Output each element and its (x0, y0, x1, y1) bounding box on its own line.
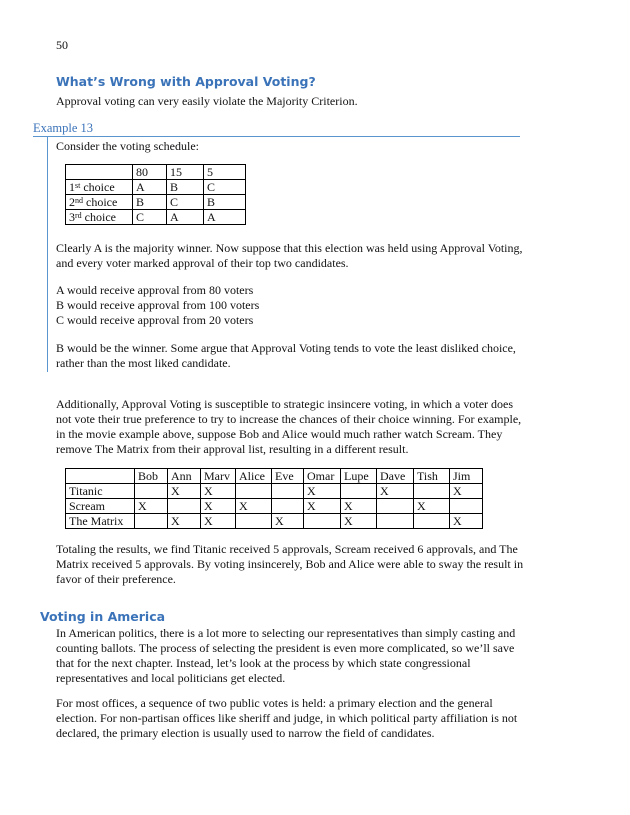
choice-rank-suffix: st (75, 181, 81, 190)
choice-rank-number: 3 (69, 210, 75, 224)
approval-mark-cell: X (377, 484, 414, 499)
example-lead: Consider the voting schedule: (56, 139, 199, 153)
approval-table (65, 468, 483, 529)
approval-line-a: A would receive approval from 80 voters (56, 283, 254, 297)
approval-row (66, 514, 483, 529)
approval-mark-cell: X (304, 499, 341, 514)
approval-mark-cell (168, 499, 201, 514)
page-number: 50 (56, 38, 68, 52)
approval-mark-cell: X (272, 514, 304, 529)
approval-header-row (66, 469, 483, 484)
approval-row (66, 499, 483, 514)
schedule-candidate-cell: A (167, 210, 204, 225)
schedule-candidate-cell: B (133, 195, 167, 210)
approval-mark-cell (135, 484, 168, 499)
schedule-candidate-cell: C (204, 180, 246, 195)
approval-mark-cell: X (201, 514, 236, 529)
voter-header-cell: Omar (304, 469, 341, 484)
schedule-candidate-cell: C (133, 210, 167, 225)
choice-rank-label: choice (80, 180, 115, 194)
voter-header-cell: Dave (377, 469, 414, 484)
voter-header-cell: Lupe (341, 469, 377, 484)
choice-rank-suffix: rd (75, 211, 82, 220)
voter-header-cell: Jim (450, 469, 483, 484)
approval-mark-cell (272, 499, 304, 514)
intro-paragraph: Approval voting can very easily violate the Majority Criterion. (56, 94, 358, 108)
approval-mark-cell (414, 484, 450, 499)
approval-line-c: C would receive approval from 20 voters (56, 313, 254, 327)
movie-name-cell: Scream (66, 499, 135, 514)
choice-rank-cell (66, 180, 133, 195)
choice-rank-suffix: nd (75, 196, 83, 205)
american-politics-paragraph: In American politics, there is a lot more to selecting our representatives than simply casting and counting ballots. The process of selecting the president is even more complicated, so we’ll save that for the next chapter. Instead, let’s look at the process by which state congressional representatives and local politicians get elected. (56, 626, 516, 685)
approval-mark-cell (377, 514, 414, 529)
movie-name-cell: Titanic (66, 484, 135, 499)
approval-mark-cell: X (341, 499, 377, 514)
example-left-rule (47, 136, 48, 372)
schedule-candidate-cell: C (167, 195, 204, 210)
primary-election-paragraph: For most offices, a sequence of two public votes is held: a primary election and the general election. For non-partisan offices like sheriff and judge, in which political party affiliation is not declared, the primary election is usually used to narrow the field of candidates. (56, 696, 518, 740)
approval-corner-cell (66, 469, 135, 484)
approval-mark-cell (414, 514, 450, 529)
approval-mark-cell (236, 484, 272, 499)
voter-header-cell: Alice (236, 469, 272, 484)
approval-mark-cell: X (450, 484, 483, 499)
voter-header-cell: Marv (201, 469, 236, 484)
approval-mark-cell: X (201, 499, 236, 514)
approval-row (66, 484, 483, 499)
schedule-header-cell: 5 (204, 165, 246, 180)
approval-mark-cell (341, 484, 377, 499)
schedule-header-cell: 15 (167, 165, 204, 180)
schedule-candidate-cell: A (204, 210, 246, 225)
approval-mark-cell: X (304, 484, 341, 499)
schedule-row (66, 210, 246, 225)
strategic-voting-paragraph: Additionally, Approval Voting is susceptible to strategic insincere voting, in which a voter does not vote their true preference to try to increase the chances of their choice winning. For example, in the movie example above, suppose Bob and Alice would much rather watch Scream. They remove The Matrix from their approval list, resulting in a different result. (56, 397, 522, 456)
voter-header-cell: Ann (168, 469, 201, 484)
choice-rank-number: 1 (69, 180, 75, 194)
schedule-row (66, 195, 246, 210)
section-heading-voting-in-america: Voting in America (40, 609, 166, 624)
voter-header-cell: Bob (135, 469, 168, 484)
approval-mark-cell (135, 514, 168, 529)
approval-line-b: B would receive approval from 100 voters (56, 298, 260, 312)
approval-mark-cell: X (168, 514, 201, 529)
approval-mark-cell: X (341, 514, 377, 529)
approval-mark-cell: X (201, 484, 236, 499)
approval-mark-cell: X (236, 499, 272, 514)
approval-mark-cell (450, 499, 483, 514)
results-paragraph: Totaling the results, we find Titanic received 5 approvals, Scream received 6 approvals, and The Matrix received 5 approvals. By voting insincerely, Bob and Alice were able to sway the result in favor of their preference. (56, 542, 524, 586)
approval-mark-cell (236, 514, 272, 529)
example-label: Example 13 (33, 121, 94, 135)
movie-name-cell: The Matrix (66, 514, 135, 529)
choice-rank-cell (66, 210, 133, 225)
approval-mark-cell: X (168, 484, 201, 499)
choice-rank-label: choice (81, 210, 116, 224)
approval-mark-cell: X (414, 499, 450, 514)
approval-mark-cell (377, 499, 414, 514)
schedule-candidate-cell: A (133, 180, 167, 195)
voting-schedule-table (65, 164, 246, 225)
voter-header-cell: Tish (414, 469, 450, 484)
choice-rank-number: 2 (69, 195, 75, 209)
schedule-corner-cell (66, 165, 133, 180)
example-top-rule (33, 136, 520, 137)
schedule-header-cell: 80 (133, 165, 167, 180)
choice-rank-cell (66, 195, 133, 210)
approval-mark-cell: X (450, 514, 483, 529)
majority-paragraph: Clearly A is the majority winner. Now suppose that this election was held using Approval Voting, and every voter marked approval of their top two candidates. (56, 241, 523, 270)
approval-mark-cell (304, 514, 341, 529)
approval-mark-cell: X (135, 499, 168, 514)
schedule-row (66, 180, 246, 195)
approval-mark-cell (272, 484, 304, 499)
voter-header-cell: Eve (272, 469, 304, 484)
schedule-candidate-cell: B (167, 180, 204, 195)
winner-paragraph: B would be the winner. Some argue that Approval Voting tends to vote the least disliked choice, rather than the most liked candidate. (56, 341, 516, 370)
schedule-candidate-cell: B (204, 195, 246, 210)
section-heading-approval-problems: What’s Wrong with Approval Voting? (56, 74, 316, 89)
choice-rank-label: choice (83, 195, 118, 209)
schedule-header-row (66, 165, 246, 180)
